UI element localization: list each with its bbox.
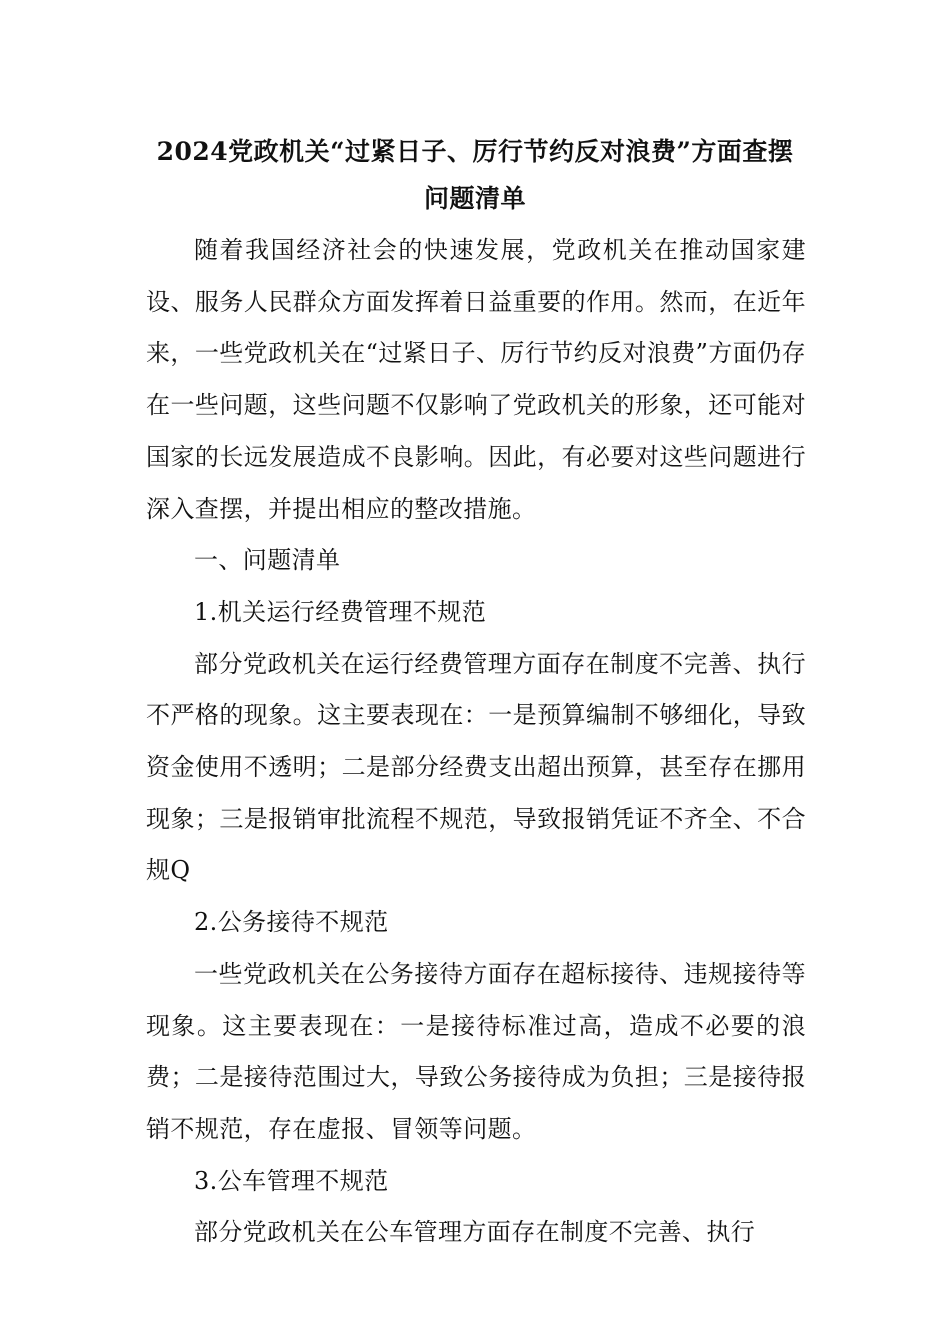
document-body (146, 225, 806, 1259)
document-title-line2: 问题清单 (423, 184, 526, 213)
item-heading-2: 2.公务接待不规范 (194, 908, 389, 937)
section-heading-problem-list: 一、问题清单 (194, 546, 341, 575)
item-heading-1: 1.机关运行经费管理不规范 (194, 597, 487, 626)
intro-paragraph: 随着我国经济社会的快速发展，党政机关在推动国家建设、服务人民群众方面发挥着日益重要的作用。然而，在近年来，一些党政机关在“过紧日子、厉行节约反对浪费”方面仍存在一些问题，这些问题不仅影响了党政机关的形象，还可能对国家的长远发展造成不良影响。因此，有必要对这些问题进行深入查摆，并提出相应的整改措施。 (146, 236, 806, 523)
item-paragraph-2: 一些党政机关在公务接待方面存在超标接待、违规接待等现象。这主要表现在：一是接待标准过高，造成不必要的浪费；二是接待范围过大，导致公务接待成为负担；三是接待报销不规范，存在虚报、冒领等问题。 (146, 959, 806, 1143)
item-paragraph-1: 部分党政机关在运行经费管理方面存在制度不完善、执行不严格的现象。这主要表现在：一是预算编制不够细化，导致资金使用不透明；二是部分经费支出超出预算，甚至存在挪用现象；三是报销审批流程不规范，导致报销凭证不齐全、不合规Q (146, 649, 806, 885)
item-heading-3: 3.公车管理不规范 (194, 1166, 389, 1195)
item-paragraph-3: 部分党政机关在公车管理方面存在制度不完善、执行 (194, 1218, 756, 1247)
document-title-line1: 2024党政机关“过紧日子、厉行节约反对浪费”方面查摆 (156, 137, 794, 166)
